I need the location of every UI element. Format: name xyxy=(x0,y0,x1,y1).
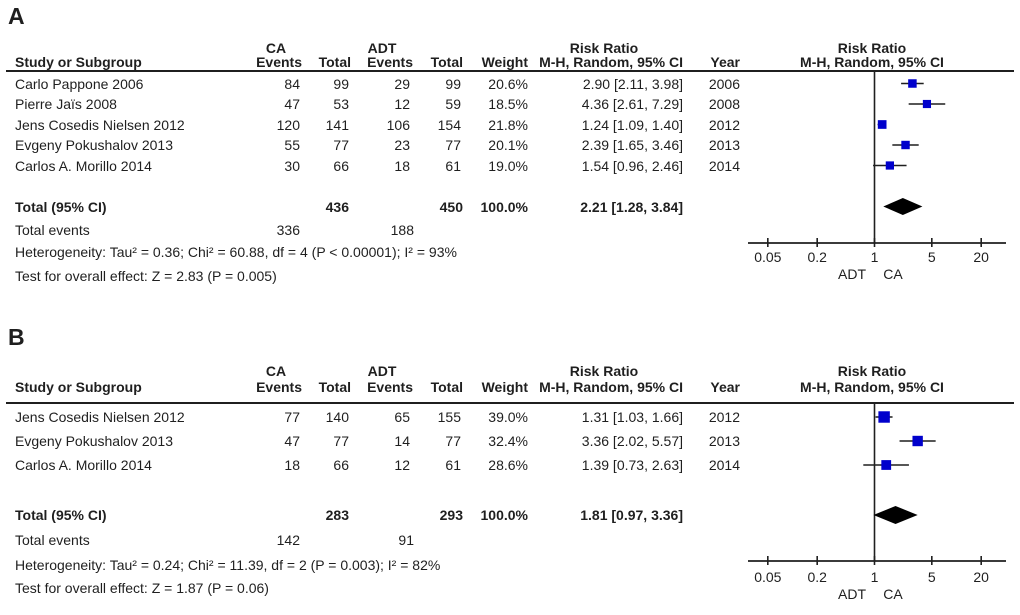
axis-tick-label: 20 xyxy=(973,249,989,265)
axis-tick-label: 1 xyxy=(870,569,879,585)
total-events-ca: 336 xyxy=(276,221,300,238)
rr-ci-text: 1.54 [0.96, 2.46] xyxy=(581,157,683,174)
study-name: Pierre Jaïs 2008 xyxy=(15,96,117,112)
axis-tick-label: 0.2 xyxy=(807,569,827,585)
rr-ci-text: 2.39 [1.65, 3.46] xyxy=(581,137,683,153)
weight: 18.5% xyxy=(488,96,528,112)
col-year: Year xyxy=(710,54,740,70)
total-events-adt: 91 xyxy=(398,532,414,548)
col-study: Study or Subgroup xyxy=(15,54,142,70)
group-header-ca: CA xyxy=(265,40,287,56)
adt-total: 99 xyxy=(445,75,461,92)
study-marker xyxy=(881,460,891,470)
adt-total: 77 xyxy=(445,137,461,153)
axis-tick-label: 20 xyxy=(973,569,989,585)
group-header-ca: CA xyxy=(265,363,287,379)
year: 2008 xyxy=(708,96,740,112)
adt-total: 155 xyxy=(437,409,461,425)
panel-label: B xyxy=(8,324,25,350)
overall-effect-text: Test for overall effect: Z = 1.87 (P = 0.06) xyxy=(15,580,269,596)
study-marker xyxy=(908,79,916,87)
total-adt: 293 xyxy=(439,507,463,523)
risk-ratio-plot-header: Risk Ratio xyxy=(837,40,907,56)
axis-tick-label: 5 xyxy=(927,249,936,265)
total-rr-ci: 2.21 [1.28, 3.84] xyxy=(580,198,683,215)
favours-right-label: CA xyxy=(883,586,903,602)
ca-events: 47 xyxy=(284,433,300,449)
adt-events: 12 xyxy=(394,457,410,473)
study-name: Carlo Pappone 2006 xyxy=(15,75,144,92)
adt-events: 12 xyxy=(394,96,410,112)
col-method-plot: M-H, Random, 95% CI xyxy=(800,54,944,70)
pooled-diamond xyxy=(873,506,917,524)
total-events-label: Total events xyxy=(15,221,90,238)
weight: 21.8% xyxy=(488,116,528,133)
axis-tick-label: 5 xyxy=(927,569,936,585)
weight: 39.0% xyxy=(488,409,528,425)
ca-total: 66 xyxy=(333,157,349,174)
year: 2012 xyxy=(708,116,740,133)
ca-events: 84 xyxy=(284,75,300,92)
ca-total: 66 xyxy=(333,457,349,473)
study-marker xyxy=(912,436,922,446)
study-name: Jens Cosedis Nielsen 2012 xyxy=(15,116,185,133)
favours-left-label: ADT xyxy=(838,266,866,282)
weight: 20.6% xyxy=(488,75,528,92)
study-name: Carlos A. Morillo 2014 xyxy=(15,457,152,473)
panel-label: A xyxy=(8,3,25,29)
col-adt-total: Total xyxy=(430,54,463,70)
rr-ci-text: 3.36 [2.02, 5.57] xyxy=(581,433,683,449)
adt-events: 18 xyxy=(394,157,410,174)
year: 2013 xyxy=(708,137,740,153)
rr-ci-text: 1.31 [1.03, 1.66] xyxy=(581,409,683,425)
ca-total: 141 xyxy=(325,116,349,133)
heterogeneity-text: Heterogeneity: Tau² = 0.24; Chi² = 11.39, df = 2 (P = 0.003); I² = 82% xyxy=(15,557,441,573)
ca-total: 140 xyxy=(325,409,349,425)
total-weight: 100.0% xyxy=(480,198,528,215)
col-method-plot: M-H, Random, 95% CI xyxy=(800,379,944,395)
adt-events: 106 xyxy=(386,116,410,133)
total-events-adt: 188 xyxy=(390,221,414,238)
axis-tick-label: 0.05 xyxy=(754,569,782,585)
weight: 20.1% xyxy=(488,137,528,153)
weight: 28.6% xyxy=(488,457,528,473)
rr-ci-text: 1.39 [0.73, 2.63] xyxy=(581,457,683,473)
group-header-adt: ADT xyxy=(367,363,397,379)
risk-ratio-plot-header: Risk Ratio xyxy=(837,363,907,379)
rr-ci-text: 4.36 [2.61, 7.29] xyxy=(581,96,683,112)
axis-tick-label: 0.2 xyxy=(807,249,827,265)
weight: 19.0% xyxy=(488,157,528,174)
rr-ci-text: 2.90 [2.11, 3.98] xyxy=(582,75,683,92)
col-year: Year xyxy=(710,379,740,395)
adt-total: 59 xyxy=(445,96,461,112)
heterogeneity-text: Heterogeneity: Tau² = 0.36; Chi² = 60.88, df = 4 (P < 0.00001); I² = 93% xyxy=(15,244,457,260)
year: 2013 xyxy=(708,433,740,449)
adt-total: 77 xyxy=(445,433,461,449)
adt-total: 61 xyxy=(445,457,461,473)
total-events-label: Total events xyxy=(15,532,90,548)
group-header-adt: ADT xyxy=(367,40,397,56)
total-label: Total (95% CI) xyxy=(15,507,107,523)
study-name: Evgeny Pokushalov 2013 xyxy=(15,433,173,449)
adt-events: 29 xyxy=(394,75,410,92)
col-adt-events: Events xyxy=(367,54,413,70)
ca-events: 77 xyxy=(284,409,300,425)
col-method: M-H, Random, 95% CI xyxy=(539,54,683,70)
pooled-diamond xyxy=(883,198,922,215)
adt-events: 65 xyxy=(394,409,410,425)
col-ca-events: Events xyxy=(256,54,302,70)
weight: 32.4% xyxy=(488,433,528,449)
header-divider xyxy=(6,402,1014,404)
total-ca: 436 xyxy=(325,198,349,215)
year: 2014 xyxy=(708,157,740,174)
axis-tick-label: 0.05 xyxy=(754,249,782,265)
study-marker xyxy=(878,120,887,129)
adt-total: 154 xyxy=(437,116,461,133)
overall-effect-text: Test for overall effect: Z = 2.83 (P = 0.005) xyxy=(15,268,277,284)
total-rr-ci: 1.81 [0.97, 3.36] xyxy=(580,507,683,523)
ca-events: 120 xyxy=(276,116,300,133)
col-ca-total: Total xyxy=(318,54,351,70)
col-weight: Weight xyxy=(481,379,528,395)
col-adt-events: Events xyxy=(367,379,413,395)
col-ca-events: Events xyxy=(256,379,302,395)
col-study: Study or Subgroup xyxy=(15,379,142,395)
favours-right-label: CA xyxy=(883,266,903,282)
col-method: M-H, Random, 95% CI xyxy=(539,379,683,395)
study-marker xyxy=(901,141,909,149)
ca-total: 77 xyxy=(333,433,349,449)
ca-events: 18 xyxy=(284,457,300,473)
risk-ratio-header: Risk Ratio xyxy=(569,363,639,379)
study-name: Evgeny Pokushalov 2013 xyxy=(15,137,173,153)
study-name: Jens Cosedis Nielsen 2012 xyxy=(15,409,185,425)
study-marker xyxy=(886,161,894,169)
ca-total: 53 xyxy=(333,96,349,112)
total-weight: 100.0% xyxy=(480,507,528,523)
study-marker xyxy=(878,411,889,422)
col-weight: Weight xyxy=(481,54,528,70)
rr-ci-text: 1.24 [1.09, 1.40] xyxy=(581,116,683,133)
ca-events: 47 xyxy=(284,96,300,112)
study-name: Carlos A. Morillo 2014 xyxy=(15,157,152,174)
axis-tick-label: 1 xyxy=(870,249,879,265)
adt-events: 23 xyxy=(394,137,410,153)
total-label: Total (95% CI) xyxy=(15,198,107,215)
adt-events: 14 xyxy=(394,433,410,449)
col-adt-total: Total xyxy=(430,379,463,395)
col-ca-total: Total xyxy=(318,379,351,395)
ca-total: 77 xyxy=(333,137,349,153)
ca-events: 55 xyxy=(284,137,300,153)
header-divider xyxy=(6,70,1014,72)
favours-left-label: ADT xyxy=(838,586,866,602)
ca-events: 30 xyxy=(284,157,300,174)
risk-ratio-header: Risk Ratio xyxy=(569,40,639,56)
year: 2014 xyxy=(708,457,740,473)
year: 2006 xyxy=(708,75,740,92)
year: 2012 xyxy=(708,409,740,425)
total-adt: 450 xyxy=(439,198,463,215)
study-marker xyxy=(923,100,931,108)
total-ca: 283 xyxy=(325,507,349,523)
ca-total: 99 xyxy=(333,75,349,92)
adt-total: 61 xyxy=(445,157,461,174)
total-events-ca: 142 xyxy=(276,532,300,548)
